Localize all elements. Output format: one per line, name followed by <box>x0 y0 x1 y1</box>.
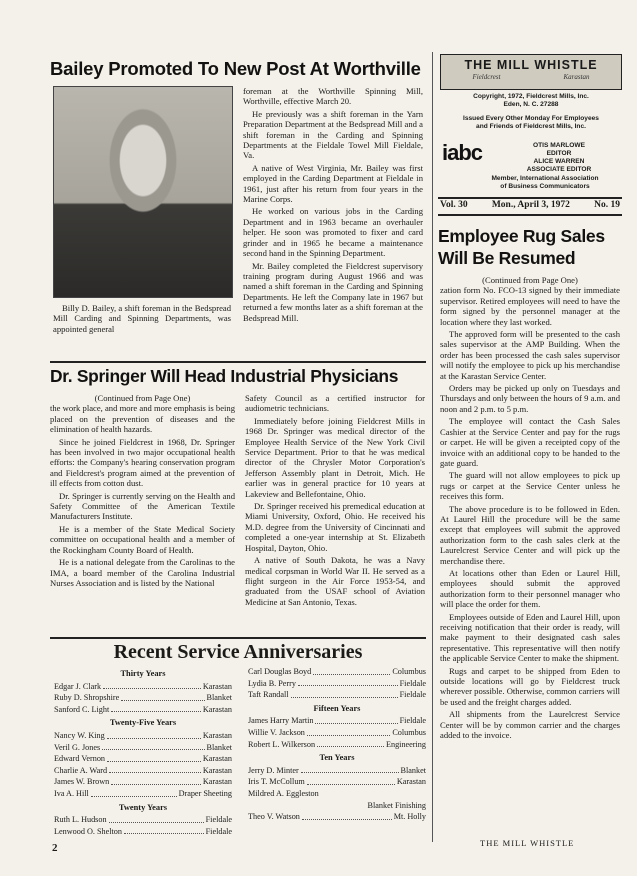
masthead-editors: OTIS MARLOWE EDITOR ALICE WARREN ASSOCIATE EDITOR <box>526 142 592 173</box>
brand-karastan: Karastan <box>563 73 590 81</box>
employee-location: Blanket <box>206 693 232 703</box>
employee-location: Fieldale <box>399 678 426 688</box>
employee-location: Karastan <box>202 681 232 691</box>
dot-leader <box>111 704 201 713</box>
dot-leader <box>291 689 398 698</box>
dot-leader <box>111 776 201 785</box>
dot-leader <box>315 715 397 724</box>
springer-col2: Safety Council as a certified instructor for audiometric technicians. Immediately before joining Fieldcrest Mills in 1968 Dr. Springer was medical director of the Employee Health Service of the New York Civil Service Department. Prior to that he was medical director of the Chrysler Motor Corporation's Jefferson Assembly plant in Detroit, Mich. He earlier was in general practice for 10 years at Lakeview and Bellefontaine, Ohio. Dr. Springer received his premedical education at Miami University, Oxford, Ohio. He received his M.D. degree from the University of Cincinnati and completed a one-year internship at St. Elizabeth Hospital, Dayton, Ohio. A native of South Dakota, he was a Navy medical corpsman in World War II. He served as a flight surgeon in the Air Force 1953-54, and graduated from the USAF school of Aviation Medicine at San Antonio, Texas. <box>245 393 425 607</box>
masthead-title: THE MILL WHISTLE <box>464 58 598 72</box>
employee-name: Sanford C. Light <box>54 704 110 714</box>
employee-name: Jerry D. Minter <box>248 765 299 775</box>
employee-name: Edward Vernon <box>54 754 106 764</box>
brand-fieldcrest: Fieldcrest <box>472 73 501 81</box>
employee-name: Willie V. Jackson <box>248 727 305 737</box>
employee-location: Fieldale <box>399 716 426 726</box>
dot-leader <box>313 666 390 675</box>
dot-leader <box>250 800 366 809</box>
dot-leader <box>302 811 392 820</box>
anniversaries-headline: Recent Service Anniversaries <box>113 641 363 663</box>
dot-leader <box>102 742 204 751</box>
anniversary-group-heading: Ten Years <box>319 753 355 763</box>
anniversary-group-heading: Twenty-Five Years <box>109 718 177 728</box>
employee-location: Karastan <box>396 777 426 787</box>
employee-location: Fieldale <box>205 826 232 836</box>
employee-location: Blanket <box>206 742 232 752</box>
dot-leader <box>307 727 390 736</box>
employee-name: Lydia B. Perry <box>248 678 296 688</box>
anniversary-entry <box>248 678 426 690</box>
springer-rule <box>50 637 426 639</box>
employee-name: Edgar J. Clark <box>54 681 102 691</box>
employee-location: Karastan <box>202 730 232 740</box>
anniversary-group-heading: Fifteen Years <box>313 703 361 713</box>
employee-location: Karastan <box>202 765 232 775</box>
column-divider <box>432 52 433 842</box>
anniversary-group-heading: Twenty Years <box>118 802 168 812</box>
anniversary-entry <box>248 765 426 777</box>
employee-location: Karastan <box>202 704 232 714</box>
anniversary-entry <box>248 776 426 788</box>
employee-name: Theo V. Watson <box>248 812 300 822</box>
employee-name: Robert L. Wilkerson <box>248 739 316 749</box>
issue-rule-bottom <box>438 214 622 216</box>
masthead-info: Copyright, 1972, Fieldcrest Mills, Inc. Eden, N. C. 27288 Issued Every Other Monday For Employees and Friends of Fieldcrest Mills, Inc. <box>463 93 599 130</box>
dot-leader <box>109 765 201 774</box>
rug-headline: Employee Rug Sales Will Be Resumed <box>438 226 605 268</box>
anniversary-entry <box>248 788 426 800</box>
anniversary-entry <box>248 715 426 727</box>
employee-location: Columbus <box>392 727 426 737</box>
anniversary-entry <box>54 765 232 777</box>
iabc-logo: iabc <box>442 140 483 165</box>
anniversary-entry <box>54 742 232 754</box>
bailey-rule <box>50 361 426 363</box>
rug-continued: (Continued from Page One) <box>482 275 578 285</box>
dot-leader <box>91 788 177 797</box>
employee-name: Ruby D. Shropshire <box>54 693 120 703</box>
anniversary-entry <box>54 776 232 788</box>
employee-name: Mildred A. Eggleston <box>248 788 319 798</box>
employee-location: Mt. Holly <box>393 812 426 822</box>
anniversary-entry <box>54 814 232 826</box>
anniversary-entry <box>54 704 232 716</box>
springer-col1: (Continued from Page One) the work place, and more and more emphasis is being placed on the prevention of diseases and the elimination of health hazards. Since he joined Fieldcrest in 1968, Dr. Springer has been involved in two major occupational health efforts: the Company's hearing conservation program and Fieldcrest's program aimed at the prevention of ill effects from cotton dust. Dr. Springer is currently serving on the Health and Safety Committee of the American Textile Manufacturers Institute. He is a member of the State Medical Society committee on occupational health and a member of the Rockingham County Board of Health. He is a national delegate from the Carolinas to the IMA, a board member of the Carolina Industrial Nurses Association and is listed by the National <box>50 393 235 588</box>
employee-location: Karastan <box>202 777 232 787</box>
employee-name: Veril G. Jones <box>54 742 101 752</box>
anniversary-entry <box>54 692 232 704</box>
anniversary-entry <box>248 811 426 823</box>
dot-leader <box>121 692 204 701</box>
issue-date: Mon., April 3, 1972 <box>491 200 570 210</box>
employee-location: Fieldale <box>205 815 232 825</box>
employee-name: Ruth L. Hudson <box>54 815 107 825</box>
anniversaries-left <box>54 666 232 837</box>
employee-name: Nancy W. King <box>54 730 105 740</box>
anniversary-entry <box>54 730 232 742</box>
employee-location: Blanket Finishing <box>367 800 426 810</box>
anniversaries-right <box>248 666 426 823</box>
bailey-photo <box>53 86 233 298</box>
issue-volume: Vol. 30 <box>440 200 468 210</box>
employee-location: Fieldale <box>399 690 426 700</box>
bailey-caption: Billy D. Bailey, a shift foreman in the Bedspread Mill Carding and Spinning Departments, was appointed general <box>53 303 231 334</box>
dot-leader <box>298 678 398 687</box>
employee-location: Columbus <box>392 667 426 676</box>
masthead-member: Member, International Association of Business Communicators <box>491 175 599 190</box>
employee-name: Lenwood O. Shelton <box>54 826 122 836</box>
anniversary-entry <box>54 788 232 800</box>
employee-name: Taft Randall <box>248 690 289 700</box>
dot-leader <box>109 814 204 823</box>
anniversary-entry <box>248 666 426 678</box>
bailey-headline: Bailey Promoted To New Post At Worthville <box>50 58 421 79</box>
dot-leader <box>107 730 201 739</box>
issue-line <box>440 200 620 210</box>
employee-location: Blanket <box>400 765 426 775</box>
footer-name: THE MILL WHISTLE <box>480 838 575 848</box>
anniversary-entry <box>248 739 426 751</box>
page-number: 2 <box>52 842 58 854</box>
employee-location: Karastan <box>202 754 232 764</box>
employee-location: Draper Sheeting <box>178 788 232 798</box>
anniversary-entry <box>54 681 232 693</box>
dot-leader <box>124 826 204 835</box>
rug-body: (Continued from Page One) zation form No. FCO-13 signed by their immediate supervisor. Retired employees will need to have the form signed by the personnel manager at the location where they last worked. The approved form will be presented to the cash sales supervisor at the AMP Building. When the order has been processed the cash sales supervisor will notify the employee to pick up his merchandise at the Karastan Service Center. Orders may be picked up only on Tuesdays and Thursdays and only between the hours of 9 a.m. and noon and 2 p.m. to 5 p.m. The employee will contact the Cash Sales Cashier at the Service Center and pay for the rugs or carpet. He will be given a receipted copy of the invoice with an additional copy to be handed to the gate guard. The guard will not allow employees to pick up rugs or carpet at the Service Center unless he receives this form. The above procedure is to be followed in Eden. At Laurel Hill the procedure will be the same except that employees will submit the approved authorization form to the cash sales clerk at the Laurelcrest Service Center and will pick up the merchandise there. At locations other than Eden or Laurel Hill, employees should submit the approved authorization form to their personnel manager who will place the order for them. Employees outside of Eden and Laurel Hill, upon receiving notification that their order is ready, will make payment to their designated cash sales representative. This representative will then notify the applicable Service Center to make the shipment. Rugs and carpet to be shipped from Eden to outside locations will go by Fieldcrest truck wherever possible. Otherwise, common carriers will be used and the freight charges added. All shipments from the Laurelcrest Service Center will be by common carrier and the charges added to the invoice. <box>440 275 620 741</box>
anniversary-entry <box>54 826 232 838</box>
bailey-body: foreman at the Worthville Spinning Mill, Worthville, effective March 20. He previously was a shift foreman in the Yarn Preparation Department at the Bedspread Mill and a shift foreman in the Carding and Spinning Departments at the Fieldale Towel Mill Fieldale, Va. A native of West Virginia, Mr. Bailey was first employed in the Carding Department at Fieldale in 1961, just after his return from four years in the Marine Corps. He worked on various jobs in the Carding Department and in 1963 became an overhauler helper. He soon was promoted to fixer and card grinder and in 1965 he became a maintenance second hand in the Spinning Department. Mr. Bailey completed the Fieldcrest supervisory training program during August 1966 and was named a shift foreman in the Carding and Spinning Departments. He left the Company late in 1967 but returned a few months later as a shift foreman at the Bedspread Mill. <box>243 86 423 323</box>
masthead-box <box>440 54 622 90</box>
dot-leader <box>307 776 395 785</box>
anniversary-entry <box>248 727 426 739</box>
employee-location: Engineering <box>385 739 426 749</box>
employee-name: Iva A. Hill <box>54 788 89 798</box>
employee-name: Iris T. McCollum <box>248 777 305 787</box>
dot-leader <box>317 739 384 748</box>
springer-headline: Dr. Springer Will Head Industrial Physicians <box>50 366 399 386</box>
anniversary-entry <box>248 800 426 812</box>
anniversary-entry <box>54 753 232 765</box>
employee-name: James Harry Martin <box>248 716 314 726</box>
anniversary-entry <box>248 689 426 701</box>
dot-leader <box>301 765 399 774</box>
employee-name: Charlie A. Ward <box>54 765 108 775</box>
springer-continued: (Continued from Page One) <box>94 393 191 403</box>
employee-name: Carl Douglas Boyd <box>248 667 312 676</box>
anniversary-group-heading: Thirty Years <box>120 669 166 678</box>
dot-leader <box>107 753 201 762</box>
issue-rule-top <box>438 197 622 199</box>
issue-number: No. 19 <box>594 200 620 210</box>
dot-leader <box>103 681 201 690</box>
employee-name: James W. Brown <box>54 777 110 787</box>
